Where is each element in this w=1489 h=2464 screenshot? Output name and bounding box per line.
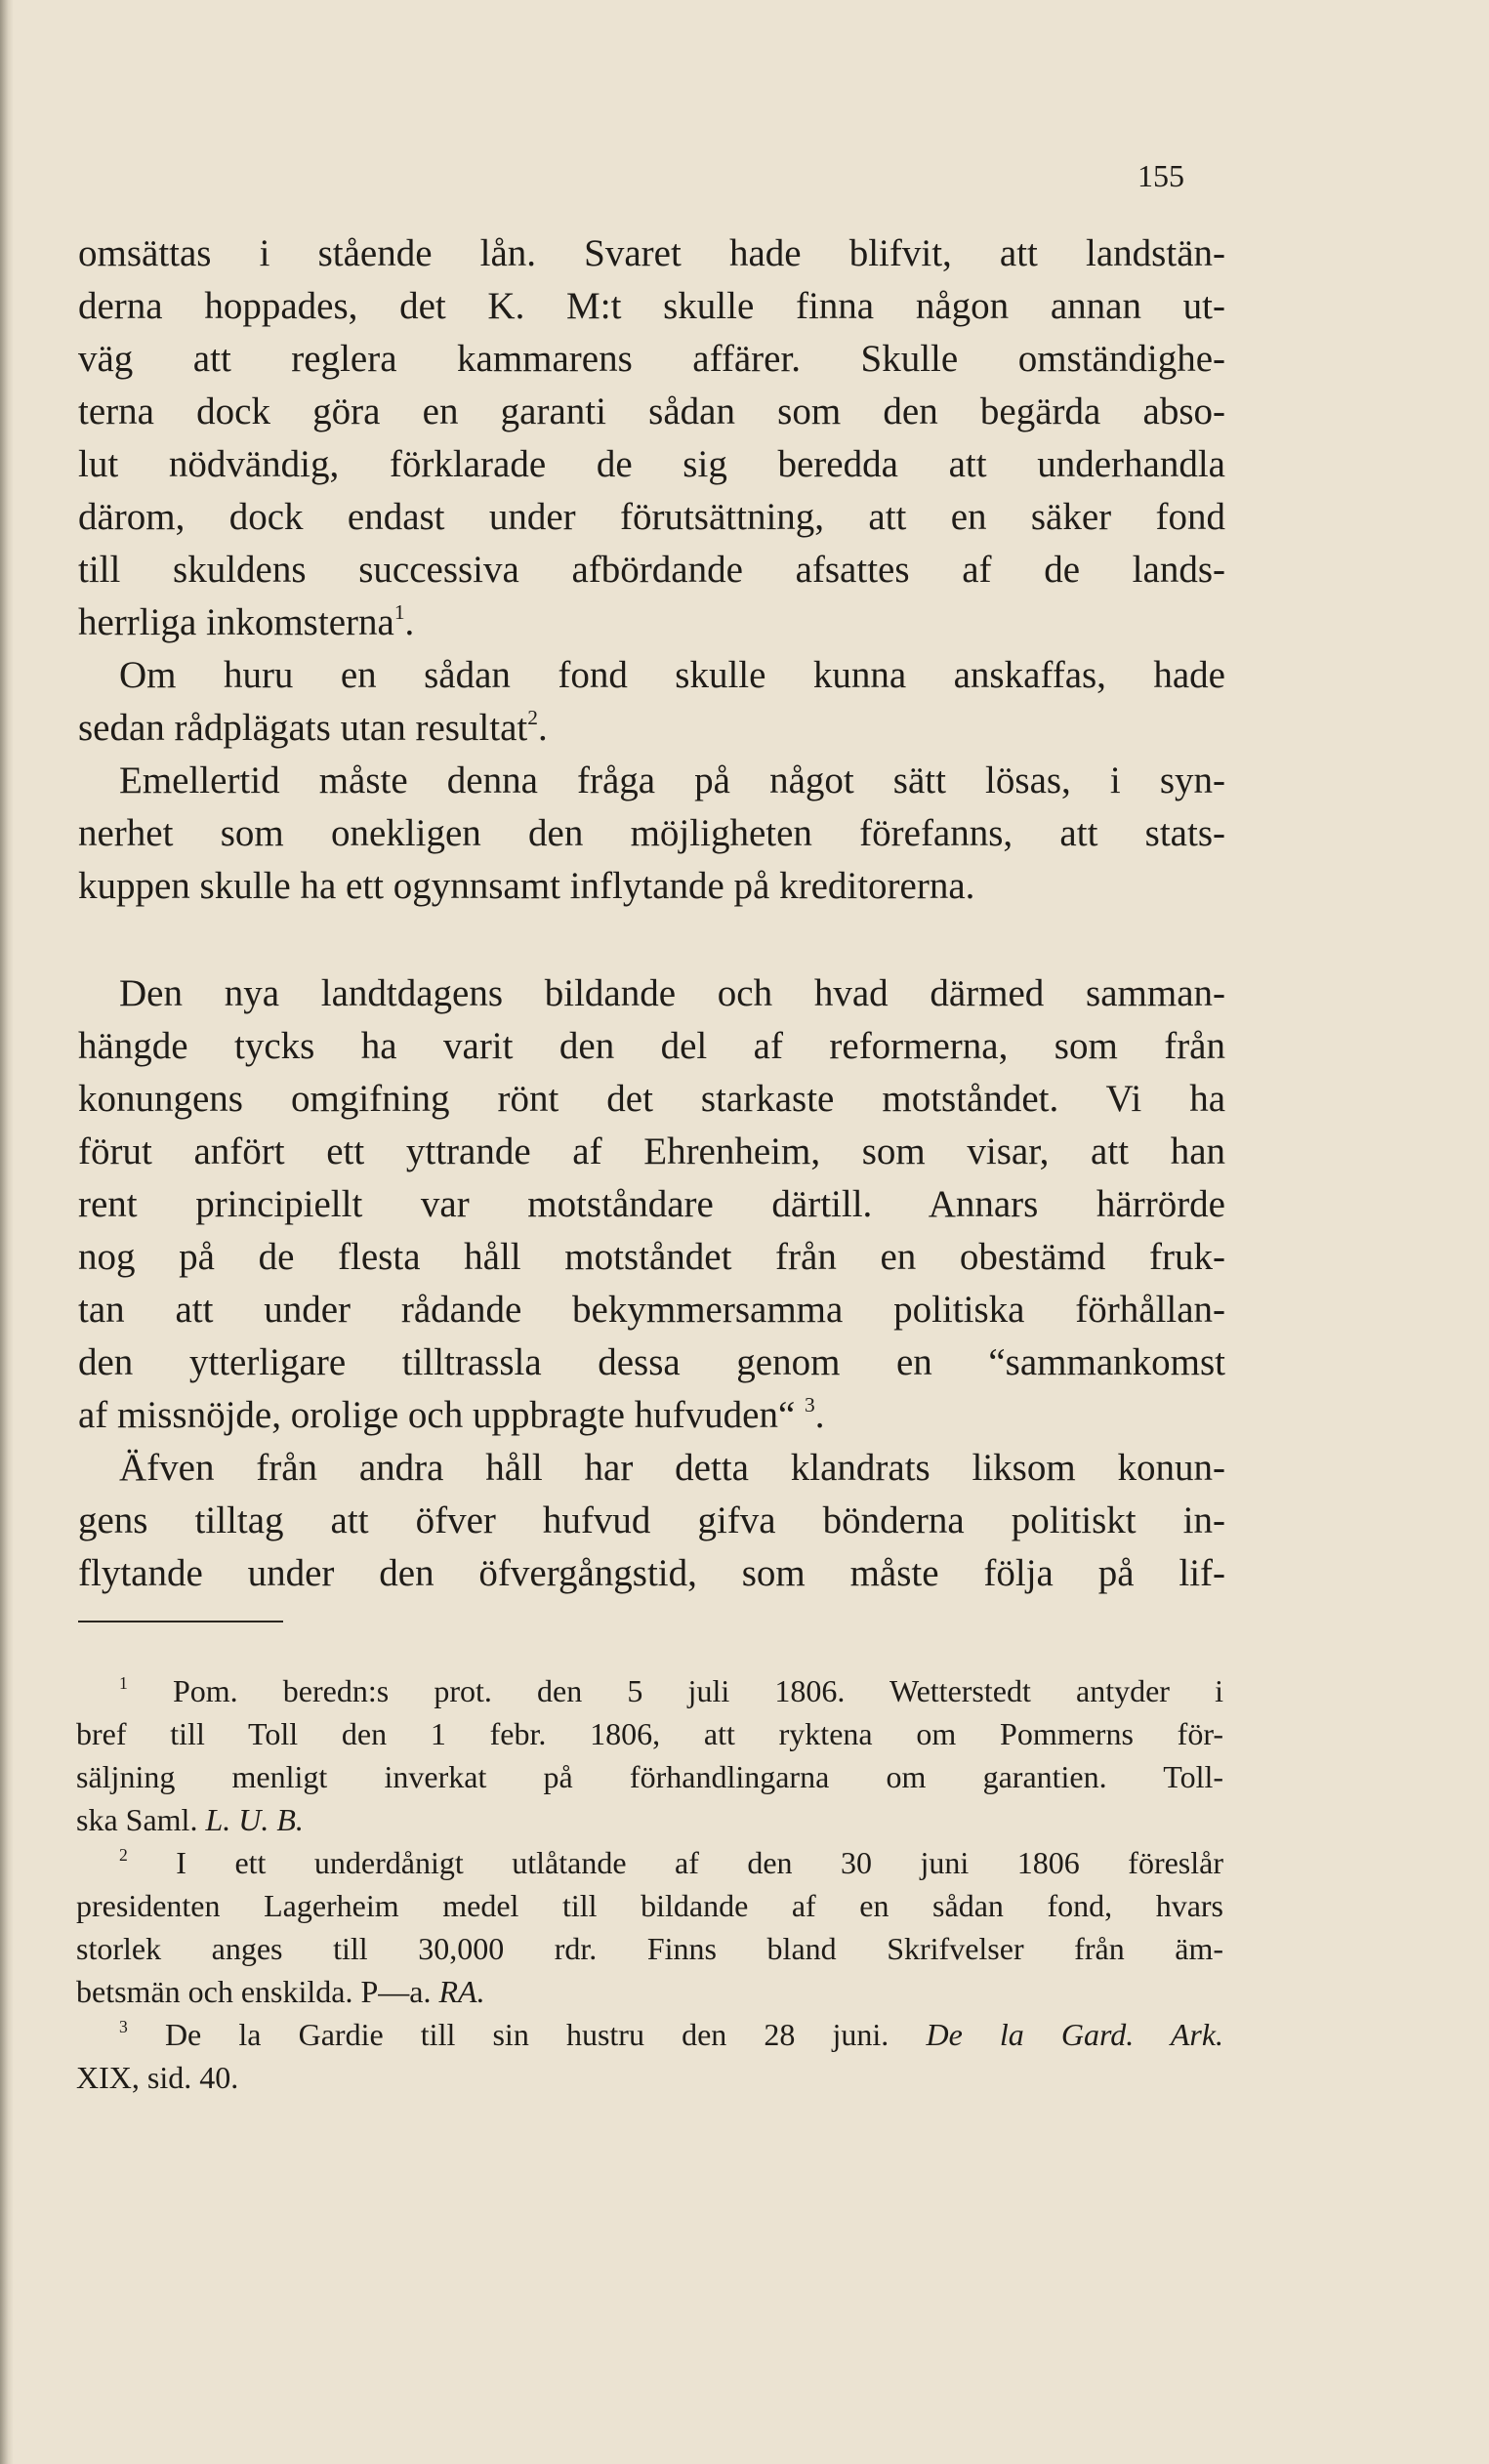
page-number: 155: [1137, 158, 1184, 193]
footnote-3-text: De la Gardie till sin hustru den 28 juni.: [164, 2017, 889, 2052]
footnote-2-line: [76, 1976, 1223, 2007]
body-line: till skuldens successiva afbördande afsattes af de lands-: [78, 549, 1225, 591]
body-line: sedan rådplägats utan resultat$^2$.: [78, 705, 548, 749]
footnote-ref-2: 2: [527, 705, 538, 729]
page-edge-shadow: [0, 0, 14, 2464]
footnote-ref-1: 1: [393, 599, 405, 624]
body-line: gens tilltag att öfver hufvud gifva bönderna politiskt in-: [78, 1499, 1225, 1541]
footnote-2-text: I ett underdånigt utlåtande af den 30 juni 1806 föreslår: [176, 1845, 1224, 1880]
body-line: af missnöjde, orolige och uppbragte hufvuden“ $^3$.: [78, 1392, 825, 1436]
body-line: hängde tycks ha varit den del af reformerna, som från: [78, 1025, 1225, 1067]
body-line: väg att reglera kammarens affärer. Skulle omständighe-: [78, 338, 1225, 380]
body-line: nog på de flesta håll motståndet från en obestämd fruk-: [78, 1236, 1225, 1278]
body-line-text: sedan rådplägats utan resultat: [78, 707, 528, 749]
footnote-2-source: RA.: [438, 1974, 485, 2009]
body-line: tan att under rådande bekymmersamma politiska förhållan-: [78, 1289, 1225, 1331]
footnote-1-line: [76, 1804, 1223, 1835]
body-line: förut anfört ett yttrande af Ehrenheim, som visar, att han: [78, 1130, 1225, 1172]
footnote-3-line: [119, 2016, 1224, 2052]
footnote-2-text: betsmän och enskilda. P—a.: [76, 1974, 432, 2009]
body-line: lut nödvändig, förklarade de sig beredda att underhandla: [78, 443, 1225, 485]
body-line: omsättas i stående lån. Svaret hade blifvit, att landstän-: [78, 232, 1225, 274]
footnote-3-mark: 3: [119, 2016, 128, 2036]
footnote-2-mark: 2: [119, 1844, 128, 1865]
footnote-2-line: presidenten Lagerheim medel till bildande af en sådan fond, hvars: [76, 1888, 1223, 1923]
body-line: rent principiellt var motståndare därtill. Annars härrörde: [78, 1183, 1225, 1225]
body-line: derna hoppades, det K. M:t skulle finna någon annan ut-: [78, 285, 1225, 327]
footnote-1-line: [119, 1672, 1224, 1708]
body-line: kuppen skulle ha ett ogynnsamt inflytande på kreditorerna.: [78, 865, 975, 907]
body-line: Äfven från andra håll har detta klandrats liksom konun-: [119, 1447, 1225, 1489]
footnote-1-source: L. U. B.: [205, 1802, 304, 1837]
body-line-text: af missnöjde, orolige och uppbragte hufvuden“: [78, 1394, 796, 1436]
body-line: flytande under den öfvergångstid, som måste följa på lif-: [78, 1552, 1225, 1594]
footnote-divider: [78, 1621, 283, 1622]
footnote-ref-3: 3: [805, 1392, 815, 1417]
footnote-1-line: säljning menligt inverkat på förhandlingarna om garantien. Toll-: [76, 1759, 1223, 1794]
footnote-3-line: XIX, sid. 40.: [76, 2060, 239, 2095]
footnote-1-mark: 1: [119, 1672, 128, 1693]
footnote-2-line: storlek anges till 30,000 rdr. Finns bland Skrifvelser från äm-: [76, 1931, 1223, 1966]
body-line: nerhet som onekligen den möjligheten förefanns, att stats-: [78, 812, 1225, 854]
body-line: den ytterligare tilltrassla dessa genom en “sammankomst: [78, 1341, 1225, 1383]
body-line: terna dock göra en garanti sådan som den begärda abso-: [78, 390, 1225, 432]
body-line-text: herrliga inkomsterna: [78, 601, 394, 643]
footnote-1-text: Pom. beredn:s prot. den 5 juli 1806. Wetterstedt antyder i: [172, 1673, 1224, 1708]
body-line: Om huru en sådan fond skulle kunna anskaffas, hade: [119, 654, 1225, 696]
footnote-1-line: bref till Toll den 1 febr. 1806, att ryktena om Pommerns för-: [76, 1716, 1223, 1751]
footnote-2-line: [119, 1844, 1224, 1880]
body-line: Den nya landtdagens bildande och hvad därmed samman-: [119, 972, 1225, 1014]
body-line: herrliga inkomsterna$^1$.: [78, 599, 415, 643]
footnote-3-source: De la Gard. Ark.: [926, 2017, 1224, 2052]
body-line: konungens omgifning rönt det starkaste motståndet. Vi ha: [78, 1078, 1225, 1120]
footnote-1-text: ska Saml.: [76, 1802, 198, 1837]
body-line: Emellertid måste denna fråga på något sätt lösas, i syn-: [119, 760, 1225, 801]
body-line: därom, dock endast under förutsättning, att en säker fond: [78, 496, 1225, 538]
